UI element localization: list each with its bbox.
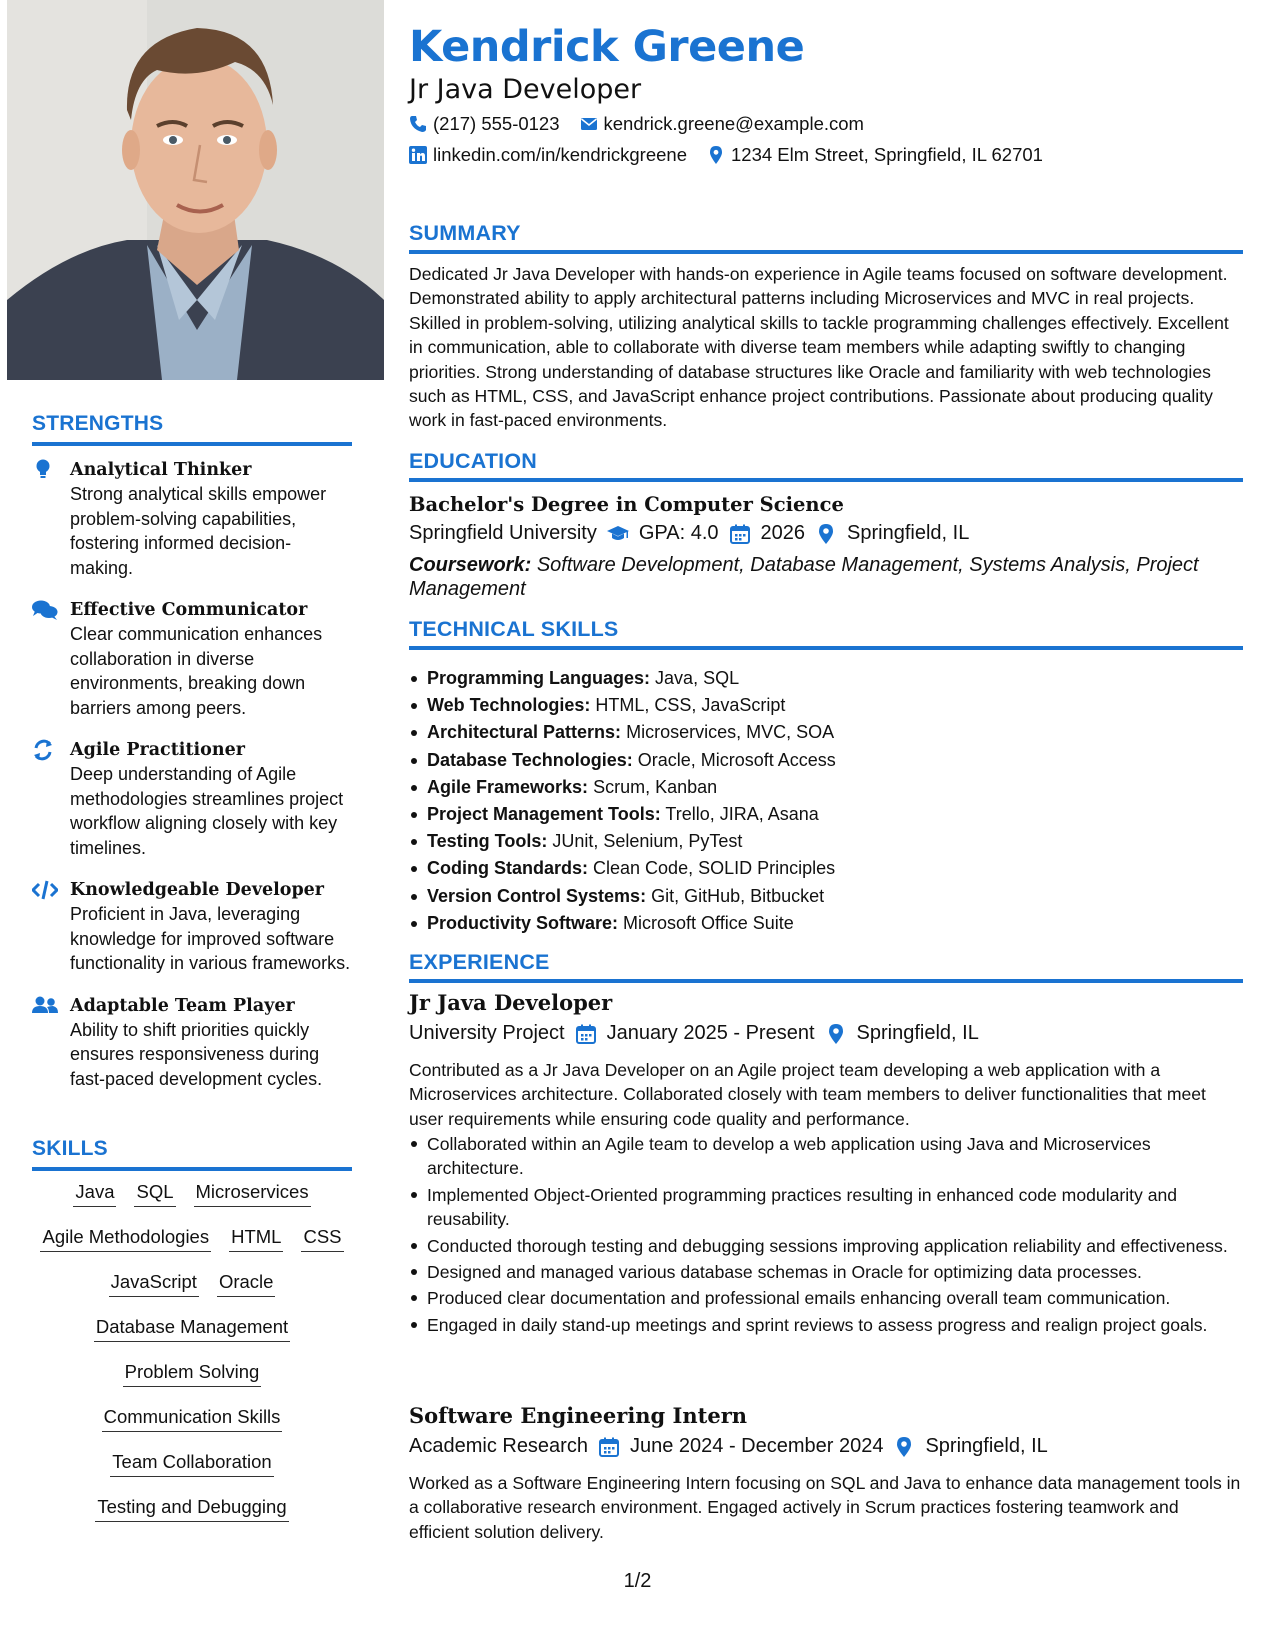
skill-row: [32, 1270, 352, 1315]
coursework: [409, 553, 1243, 601]
graduation-year: 2026: [760, 522, 806, 544]
tech-skill-item: [409, 665, 1243, 692]
phone-icon: [409, 115, 427, 133]
skill-tag: JavaScript: [109, 1270, 199, 1297]
job-summary: Contributed as a Jr Java Developer on an Agile project team developing a web application with a Microservices architecture. Collaborated closely with team members to deliver functionalities that meet user requirements while ensuring code quality and performance.: [409, 1060, 1206, 1129]
contact-row: [409, 113, 864, 135]
coursework-label: Coursework:: [409, 554, 532, 576]
strength-title: Adaptable Team Player: [70, 995, 295, 1016]
email-text: kendrick.greene@example.com: [603, 113, 864, 134]
job-bullet: Implemented Object-Oriented programming practices resulting in enhanced code modularity and reusability.: [409, 1183, 1243, 1232]
strength-description: Clear communication enhances collaboration in diverse environments, breaking down barriers among peers.: [70, 624, 323, 718]
tech-skill-item: [409, 883, 1243, 910]
phone-text: (217) 555-0123: [433, 113, 560, 134]
strength-title: Analytical Thinker: [70, 460, 252, 480]
tech-skill-value: Trello, JIRA, Asana: [665, 804, 819, 825]
strength-description: Deep understanding of Agile methodologies streamlines project workflow aligning closely with key timelines.: [70, 764, 344, 858]
address-contact: [707, 144, 1043, 166]
tech-skill-item: [409, 747, 1243, 774]
profile-photo-illustration: [7, 0, 384, 380]
tech-skill-label: Coding Standards:: [427, 858, 588, 879]
tech-skill-value: Git, GitHub, Bitbucket: [651, 885, 825, 906]
phone-contact[interactable]: [409, 113, 560, 135]
tech-skill-value: HTML, CSS, JavaScript: [595, 695, 786, 716]
tech-skill-value: Microsoft Office Suite: [623, 912, 794, 933]
job-bullet: Produced clear documentation and professional emails enhancing overall team communication.: [409, 1286, 1243, 1310]
skill-tag: Microservices: [194, 1180, 311, 1207]
job-meta: [409, 1022, 979, 1045]
job-bullets: [409, 1132, 1243, 1339]
tech-skill-label: Agile Frameworks:: [427, 776, 589, 797]
skill-row: [32, 1225, 352, 1270]
email-contact[interactable]: [580, 113, 864, 135]
skills-tags: [32, 1180, 352, 1540]
tech-skill-item: [409, 719, 1243, 746]
strength-description: Proficient in Java, leveraging knowledge for improved software functionality in various frameworks.: [70, 904, 351, 973]
tech-skill-value: Java, SQL: [655, 668, 740, 688]
profile-photo: [7, 0, 384, 380]
tech-skill-value: Scrum, Kanban: [593, 776, 718, 797]
tech-skill-value: Microservices, MVC, SOA: [626, 722, 835, 743]
page-number: 1/2: [623, 1570, 652, 1592]
strengths-list: [32, 458, 352, 1109]
tech-skill-item: [409, 692, 1243, 719]
job-summary: Worked as a Software Engineering Intern focusing on SQL and Java to enhance data management tools in a collaborative research environment. Engaged actively in Scrum practices fostering teamwork and efficient solution delivery.: [409, 1473, 1241, 1542]
address-text: 1234 Elm Street, Springfield, IL 62701: [731, 144, 1043, 165]
tech-skill-item: [409, 828, 1243, 855]
job-dates: June 2024 - December 2024: [629, 1435, 884, 1457]
degree-title: Bachelor's Degree in Computer Science: [409, 493, 844, 516]
job-bullet: Conducted thorough testing and debugging sessions improving application reliability and effectiveness.: [409, 1234, 1243, 1258]
contact-row: [409, 144, 1043, 166]
strength-description: Ability to shift priorities quickly ensures responsiveness during fast-paced development cycles.: [70, 1019, 323, 1089]
email-icon: [580, 115, 598, 133]
tech-skill-value: Oracle, Microsoft Access: [637, 749, 836, 770]
tech-skill-label: Project Management Tools:: [427, 804, 661, 825]
linkedin-icon: [409, 146, 427, 164]
school-name: Springfield University: [409, 522, 597, 544]
summary-heading: SUMMARY: [409, 221, 1243, 254]
tech-skill-label: Version Control Systems:: [427, 885, 647, 906]
team-icon: [32, 995, 58, 1017]
calendar-icon: [598, 1436, 620, 1458]
tech-skill-label: Productivity Software:: [427, 912, 619, 933]
location-pin-icon: [825, 1023, 847, 1045]
tech-skill-value: JUnit, Selenium, PyTest: [552, 831, 743, 852]
strength-title: Effective Communicator: [70, 600, 308, 620]
job-location: Springfield, IL: [856, 1022, 979, 1044]
tech-skill-label: Web Technologies:: [427, 695, 591, 716]
tech-skill-label: Testing Tools:: [427, 831, 548, 852]
skill-row: [32, 1315, 352, 1360]
lightbulb-icon: [32, 459, 58, 481]
skill-row: [32, 1450, 352, 1495]
skill-tag: Database Management: [94, 1315, 290, 1342]
calendar-icon: [575, 1023, 597, 1045]
gpa-text: GPA: 4.0: [638, 522, 719, 544]
tech-skill-item: [409, 910, 1243, 937]
tech-skill-item: [409, 774, 1243, 801]
job-title: Jr Java Developer: [409, 990, 613, 1015]
location-pin-icon: [815, 523, 837, 545]
job-bullet: Designed and managed various database schemas in Oracle for optimizing data processes.: [409, 1260, 1243, 1284]
job-meta: [409, 1435, 1048, 1458]
coursework-list: Software Development, Database Management, Systems Analysis, Project Management: [409, 554, 1199, 600]
skill-tag: Agile Methodologies: [40, 1225, 211, 1252]
job-organization: University Project: [409, 1022, 565, 1044]
tech-skill-item: [409, 801, 1243, 828]
skill-tag: Oracle: [217, 1270, 276, 1297]
strength-item: [32, 994, 352, 1092]
tech-skill-label: Database Technologies:: [427, 749, 633, 770]
technical-skills-list: [409, 665, 1243, 937]
strength-item: [32, 738, 352, 860]
candidate-name: Kendrick Greene: [409, 22, 805, 72]
refresh-icon: [32, 739, 58, 761]
education-heading: EDUCATION: [409, 449, 1243, 482]
location-pin-icon: [893, 1436, 915, 1458]
chat-icon: [32, 599, 58, 621]
skill-tag: CSS: [301, 1225, 343, 1252]
strength-title: Agile Practitioner: [70, 740, 245, 760]
strength-item: [32, 598, 352, 720]
linkedin-contact[interactable]: [409, 144, 687, 166]
summary-text: Dedicated Jr Java Developer with hands-on experience in Agile teams focused on software development. Demonstrated ability to apply architectural patterns including Microservices and MVC in real projects. Skilled in problem-solving, utilizing analytical skills to tackle programming challenges effectively. Excellent in communication, able to collaborate with diverse team members while adapting swiftly to changing priorities. Strong understanding of database structures like Oracle and familiarity with web technologies such as HTML, CSS, and JavaScript enhance project contributions. Passionate about producing quality work in fast-paced environments.: [409, 264, 1229, 431]
strength-description: Strong analytical skills empower problem-solving capabilities, fostering informed decision-making.: [70, 484, 327, 578]
calendar-icon: [729, 523, 751, 545]
code-icon: [32, 879, 58, 901]
job-title: Software Engineering Intern: [409, 1403, 748, 1428]
job-bullet: Collaborated within an Agile team to develop a web application using Java and Microservices architecture.: [409, 1132, 1243, 1181]
tech-skill-label: Architectural Patterns:: [427, 722, 622, 743]
strength-item: [32, 458, 352, 580]
tech-skill-item: [409, 855, 1243, 882]
sidebar: [0, 0, 384, 1650]
strength-item: [32, 878, 352, 976]
skill-row: [32, 1360, 352, 1405]
tech-skill-value: Clean Code, SOLID Principles: [593, 858, 836, 879]
skill-tag: HTML: [229, 1225, 283, 1252]
graduation-cap-icon: [607, 523, 629, 545]
skill-tag: Problem Solving: [123, 1360, 262, 1387]
skill-tag: Communication Skills: [102, 1405, 283, 1432]
job-bullet: Engaged in daily stand-up meetings and sprint reviews to assess progress and realign project goals.: [409, 1313, 1243, 1337]
technical-skills-heading: TECHNICAL SKILLS: [409, 617, 1243, 650]
skill-row: [32, 1405, 352, 1450]
linkedin-text: linkedin.com/in/kendrickgreene: [433, 144, 687, 165]
strength-title: Knowledgeable Developer: [70, 880, 325, 900]
location-pin-icon: [707, 146, 725, 164]
experience-heading: EXPERIENCE: [409, 950, 1243, 983]
education-meta: [409, 522, 969, 545]
job-location: Springfield, IL: [925, 1435, 1048, 1457]
candidate-role: Jr Java Developer: [409, 74, 642, 105]
skill-row: [32, 1495, 352, 1540]
skill-tag: Java: [73, 1180, 116, 1207]
strengths-heading: STRENGTHS: [32, 412, 352, 446]
job-dates: January 2025 - Present: [606, 1022, 815, 1044]
skills-heading: SKILLS: [32, 1137, 352, 1171]
skill-row: [32, 1180, 352, 1225]
skill-tag: Testing and Debugging: [95, 1495, 288, 1522]
job-organization: Academic Research: [409, 1435, 588, 1457]
tech-skill-label: Programming Languages:: [427, 668, 651, 688]
school-location: Springfield, IL: [847, 522, 970, 544]
skill-tag: Team Collaboration: [110, 1450, 273, 1477]
skill-tag: SQL: [134, 1180, 175, 1207]
